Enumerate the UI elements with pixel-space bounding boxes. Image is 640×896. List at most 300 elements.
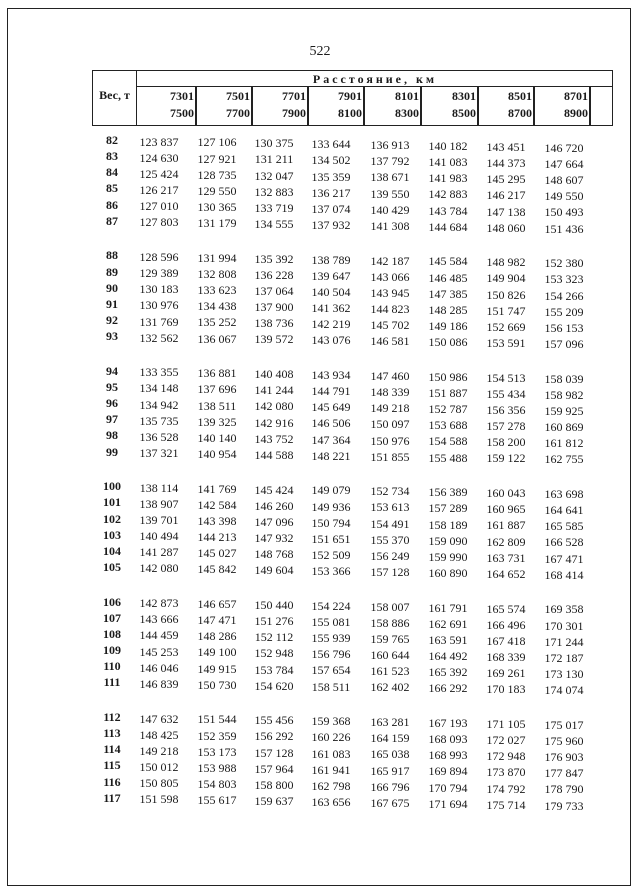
range-from-label: 7501: [226, 89, 250, 103]
table-cell: 168 339: [486, 649, 526, 664]
table-cell: 158 039: [544, 371, 584, 386]
table-cell: 142 584: [197, 497, 237, 512]
table-cell: 163 731: [486, 550, 526, 565]
table-cell: 160 226: [311, 730, 351, 745]
table-cell: 123 837: [139, 134, 179, 149]
table-cell: 172 948: [486, 749, 526, 764]
table-cell: 160 890: [428, 565, 468, 580]
row-weight-label: 88: [106, 248, 118, 263]
range-to-label: 8300: [395, 106, 419, 120]
table-cell: 152 669: [486, 319, 526, 334]
table-cell: 159 122: [486, 451, 526, 466]
table-cell: 164 159: [370, 731, 410, 746]
table-cell: 154 588: [428, 434, 468, 449]
table-cell: 136 881: [197, 366, 237, 381]
table-cell: 128 596: [139, 249, 179, 264]
distance-header: Расстояние, км: [312, 72, 438, 86]
table-cell: 147 664: [544, 156, 584, 171]
row-weight-label: 90: [106, 280, 118, 295]
table-cell: 164 652: [486, 566, 526, 581]
table-cell: 168 993: [428, 748, 468, 763]
table-cell: 127 106: [197, 135, 237, 150]
table-cell: 169 358: [544, 602, 584, 617]
table-cell: 142 883: [428, 187, 468, 202]
table-cell: 171 105: [486, 716, 526, 731]
range-from-label: 8101: [395, 89, 419, 103]
table-cell: 130 375: [254, 136, 294, 151]
table-cell: 167 418: [486, 633, 526, 648]
table-cell: 148 607: [544, 173, 584, 188]
table-cell: 149 186: [428, 319, 468, 333]
table-cell: 165 585: [544, 519, 584, 534]
table-cell: 134 438: [197, 299, 237, 314]
table-cell: 143 451: [486, 139, 526, 154]
row-weight-label: 93: [106, 329, 118, 344]
row-weight-label: 94: [106, 363, 118, 378]
table-cell: 166 528: [544, 535, 584, 550]
range-to-label: 8900: [564, 106, 588, 120]
table-cell: 126 217: [139, 182, 179, 197]
row-weight-label: 115: [103, 758, 121, 773]
table-cell: 147 632: [139, 711, 179, 726]
table-cell: 149 079: [311, 483, 351, 498]
table-cell: 171 244: [544, 634, 584, 649]
row-weight-label: 116: [103, 774, 121, 789]
table-cell: 145 027: [197, 546, 237, 561]
table-cell: 153 591: [486, 336, 526, 351]
table-cell: 149 604: [254, 563, 294, 578]
row-weight-label: 92: [106, 313, 118, 327]
table-cell: 159 090: [428, 533, 468, 548]
table-cell: 145 702: [370, 318, 410, 333]
table-cell: 156 153: [544, 320, 584, 335]
table-cell: 145 842: [197, 562, 237, 577]
table-cell: 153 784: [254, 662, 294, 677]
table-cell: 165 038: [370, 747, 410, 762]
table-cell: 140 429: [370, 202, 410, 217]
row-weight-label: 85: [106, 181, 118, 196]
table-cell: 139 701: [139, 513, 179, 527]
table-cell: 140 954: [197, 446, 237, 461]
table-cell: 179 733: [544, 798, 584, 813]
row-weight-label: 86: [106, 197, 118, 212]
table-cell: 143 666: [139, 612, 179, 627]
table-cell: 127 921: [197, 151, 237, 166]
table-cell: 138 736: [254, 316, 294, 331]
table-cell: 155 617: [197, 793, 237, 808]
table-cell: 162 755: [544, 452, 584, 467]
range-column-separator: [195, 87, 197, 125]
table-cell: 145 424: [254, 482, 294, 497]
table-cell: 144 791: [311, 384, 351, 399]
table-cell: 155 456: [254, 713, 294, 728]
table-cell: 147 364: [311, 432, 351, 447]
table-cell: 146 839: [139, 676, 179, 691]
table-cell: 155 209: [544, 304, 584, 319]
table-cell: 151 544: [197, 712, 237, 727]
weight-column-header: Вес, т: [99, 88, 130, 102]
range-column-separator: [251, 87, 253, 125]
range-column-separator: [533, 87, 535, 125]
table-cell: 151 855: [370, 449, 410, 464]
table-cell: 152 734: [370, 484, 410, 499]
table-cell: 140 494: [139, 529, 179, 544]
table-cell: 154 266: [544, 288, 584, 303]
table-cell: 127 010: [139, 199, 179, 214]
table-cell: 158 800: [254, 777, 294, 792]
table-cell: 149 904: [486, 271, 526, 286]
range-column-separator: [363, 87, 365, 125]
table-cell: 147 138: [486, 204, 526, 219]
table-cell: 136 067: [197, 331, 237, 346]
table-cell: 172 027: [486, 733, 526, 748]
table-cell: 144 684: [428, 219, 468, 234]
table-cell: 157 128: [254, 745, 294, 760]
table-cell: 167 193: [428, 716, 468, 730]
table-cell: 138 114: [139, 480, 179, 495]
table-cell: 137 792: [370, 154, 410, 169]
table-cell: 134 148: [139, 381, 179, 396]
table-cell: 163 591: [428, 632, 468, 647]
table-cell: 166 796: [370, 779, 410, 794]
table-cell: 147 932: [254, 530, 294, 545]
range-to-label: 7500: [170, 106, 194, 120]
table-cell: 134 555: [254, 217, 294, 232]
row-weight-label: 108: [103, 626, 121, 641]
table-cell: 154 491: [370, 516, 410, 531]
table-cell: 136 528: [139, 429, 179, 444]
table-cell: 159 368: [311, 714, 351, 729]
table-cell: 147 471: [197, 613, 237, 628]
table-cell: 138 511: [197, 398, 237, 413]
table-cell: 148 768: [254, 547, 294, 562]
table-cell: 146 217: [486, 188, 526, 203]
header-top-rule: [92, 70, 613, 71]
table-cell: 165 392: [428, 665, 468, 680]
row-weight-label: 111: [103, 675, 121, 690]
table-cell: 150 730: [197, 677, 237, 692]
table-cell: 153 366: [311, 564, 351, 579]
table-cell: 129 389: [139, 266, 179, 281]
range-from-label: 8701: [564, 89, 588, 103]
table-cell: 146 260: [254, 498, 294, 513]
table-cell: 149 218: [139, 743, 179, 758]
table-cell: 159 990: [428, 549, 468, 564]
table-cell: 157 128: [370, 565, 410, 580]
table-cell: 143 945: [370, 285, 410, 300]
table-cell: 156 249: [370, 548, 410, 563]
table-cell: 137 321: [139, 446, 179, 461]
row-weight-label: 107: [103, 610, 121, 625]
table-cell: 139 325: [197, 414, 237, 429]
table-cell: 149 936: [311, 499, 351, 514]
table-cell: 142 873: [139, 596, 179, 611]
row-weight-label: 82: [106, 133, 118, 147]
table-cell: 141 769: [197, 481, 237, 496]
table-cell: 137 064: [254, 284, 294, 298]
table-cell: 142 080: [139, 561, 179, 576]
table-cell: 141 362: [311, 301, 351, 316]
table-cell: 151 598: [139, 792, 179, 807]
table-cell: 161 791: [428, 600, 468, 615]
table-cell: 164 492: [428, 649, 468, 664]
table-cell: 130 365: [197, 200, 237, 214]
range-from-label: 8301: [452, 89, 476, 103]
table-cell: 168 093: [428, 732, 468, 747]
table-cell: 150 440: [254, 597, 294, 612]
table-cell: 147 096: [254, 514, 294, 529]
table-cell: 141 083: [428, 155, 468, 170]
table-cell: 161 083: [311, 746, 351, 761]
table-cell: 158 189: [428, 517, 468, 532]
table-cell: 141 983: [428, 171, 468, 186]
table-cell: 158 982: [544, 387, 584, 402]
row-weight-label: 112: [103, 710, 121, 724]
table-cell: 154 224: [311, 598, 351, 613]
table-cell: 132 562: [139, 330, 179, 345]
table-cell: 157 289: [428, 501, 468, 516]
table-cell: 146 581: [370, 334, 410, 349]
range-to-label: 7700: [226, 106, 250, 120]
table-cell: 135 735: [139, 413, 179, 428]
table-cell: 144 588: [254, 447, 294, 462]
table-cell: 142 187: [370, 253, 410, 268]
table-cell: 151 887: [428, 385, 468, 400]
row-weight-label: 100: [103, 479, 121, 494]
table-cell: 151 436: [544, 221, 584, 236]
table-cell: 137 900: [254, 300, 294, 315]
table-cell: 131 211: [254, 152, 294, 167]
table-cell: 143 066: [370, 269, 410, 284]
table-cell: 148 286: [197, 629, 237, 644]
table-cell: 145 253: [139, 644, 179, 659]
table-cell: 144 459: [139, 628, 179, 643]
table-cell: 146 720: [544, 140, 584, 155]
table-cell: 137 932: [311, 217, 351, 232]
table-cell: 139 572: [254, 332, 294, 347]
row-weight-label: 105: [103, 559, 121, 574]
row-weight-label: 114: [103, 742, 121, 757]
table-cell: 135 252: [197, 315, 237, 330]
row-weight-label: 91: [106, 296, 118, 311]
table-cell: 153 988: [197, 760, 237, 775]
table-cell: 146 506: [311, 416, 351, 431]
table-cell: 160 043: [486, 486, 526, 501]
range-column-separator: [589, 87, 591, 125]
table-cell: 132 808: [197, 266, 237, 281]
table-cell: 131 994: [197, 250, 237, 265]
table-cell: 170 794: [428, 780, 468, 795]
table-cell: 150 493: [544, 205, 584, 220]
table-cell: 153 613: [370, 500, 410, 515]
table-cell: 164 641: [544, 503, 584, 518]
table-cell: 134 942: [139, 397, 179, 412]
table-cell: 150 794: [311, 515, 351, 530]
table-cell: 133 355: [139, 365, 179, 380]
table-cell: 178 790: [544, 782, 584, 797]
table-cell: 156 292: [254, 729, 294, 744]
table-cell: 134 502: [311, 153, 351, 168]
range-to-label: 8700: [508, 106, 532, 120]
range-column-separator: [420, 87, 422, 125]
table-cell: 142 916: [254, 415, 294, 430]
table-cell: 163 281: [370, 715, 410, 730]
table-cell: 149 915: [197, 661, 237, 676]
table-cell: 154 803: [197, 777, 237, 791]
row-weight-label: 109: [103, 643, 121, 658]
table-cell: 146 485: [428, 270, 468, 285]
table-cell: 145 649: [311, 400, 351, 415]
table-cell: 152 359: [197, 728, 237, 743]
table-cell: 174 792: [486, 781, 526, 796]
table-cell: 174 074: [544, 683, 584, 698]
range-from-label: 7701: [282, 89, 306, 103]
range-from-label: 7901: [338, 89, 362, 103]
table-cell: 135 359: [311, 169, 351, 184]
table-cell: 152 948: [254, 646, 294, 661]
range-from-label: 7301: [170, 89, 194, 103]
table-cell: 133 644: [311, 137, 351, 152]
table-cell: 138 789: [311, 252, 351, 267]
table-cell: 169 894: [428, 764, 468, 779]
table-cell: 166 292: [428, 681, 468, 696]
table-cell: 151 747: [486, 303, 526, 318]
table-cell: 130 183: [139, 282, 179, 297]
table-cell: 161 887: [486, 518, 526, 533]
table-cell: 157 654: [311, 663, 351, 678]
table-cell: 152 787: [428, 402, 468, 417]
table-cell: 140 504: [311, 284, 351, 299]
range-to-label: 8100: [338, 106, 362, 120]
table-cell: 156 356: [486, 403, 526, 417]
table-cell: 129 550: [197, 183, 237, 198]
table-cell: 125 424: [139, 166, 179, 181]
table-cell: 141 308: [370, 218, 410, 233]
table-cell: 133 719: [254, 200, 294, 215]
table-cell: 141 287: [139, 545, 179, 560]
row-weight-label: 97: [106, 412, 118, 427]
table-cell: 161 812: [544, 436, 584, 451]
table-cell: 144 823: [370, 301, 410, 316]
table-cell: 161 941: [311, 762, 351, 777]
row-weight-label: 101: [103, 495, 121, 510]
table-cell: 137 696: [197, 382, 237, 397]
table-cell: 143 752: [254, 431, 294, 446]
row-weight-label: 102: [103, 511, 121, 526]
row-weight-label: 113: [103, 726, 121, 741]
header-bottom-rule: [92, 125, 613, 126]
range-to-label: 7900: [282, 106, 306, 120]
table-cell: 157 096: [544, 336, 584, 351]
table-cell: 158 511: [311, 679, 351, 694]
table-cell: 139 647: [311, 268, 351, 283]
table-cell: 162 798: [311, 778, 351, 793]
table-cell: 173 130: [544, 667, 584, 681]
table-cell: 148 285: [428, 302, 468, 317]
table-cell: 152 380: [544, 256, 584, 271]
table-cell: 170 183: [486, 682, 526, 697]
table-cell: 142 080: [254, 399, 294, 414]
table-cell: 172 187: [544, 650, 584, 665]
table-cell: 140 408: [254, 367, 294, 382]
table-cell: 154 620: [254, 678, 294, 693]
table-cell: 138 671: [370, 170, 410, 185]
table-cell: 175 714: [486, 797, 526, 812]
table-cell: 136 913: [370, 138, 410, 153]
table-cell: 145 584: [428, 254, 468, 269]
table-cell: 141 244: [254, 383, 294, 398]
table-cell: 177 847: [544, 766, 584, 781]
table-cell: 143 076: [311, 333, 351, 348]
table-cell: 173 870: [486, 765, 526, 780]
table-cell: 160 869: [544, 420, 584, 435]
table-cell: 163 656: [311, 794, 351, 809]
table-cell: 136 217: [311, 185, 351, 200]
table-cell: 143 784: [428, 203, 468, 218]
table-cell: 167 675: [370, 795, 410, 810]
table-cell: 151 276: [254, 614, 294, 629]
table-cell: 155 488: [428, 450, 468, 465]
table-cell: 150 012: [139, 759, 179, 774]
table-cell: 150 097: [370, 417, 410, 432]
row-weight-label: 95: [106, 379, 118, 394]
table-cell: 154 513: [486, 370, 526, 385]
table-cell: 158 200: [486, 435, 526, 450]
table-cell: 150 826: [486, 287, 526, 302]
table-cell: 143 398: [197, 513, 237, 528]
table-cell: 170 301: [544, 618, 584, 633]
table-cell: 131 179: [197, 216, 237, 231]
table-cell: 166 496: [486, 617, 526, 632]
table-cell: 147 460: [370, 368, 410, 383]
table-cell: 171 694: [428, 796, 468, 811]
table-cell: 136 228: [254, 267, 294, 282]
row-weight-label: 99: [106, 444, 118, 459]
table-cell: 168 414: [544, 567, 584, 582]
table-cell: 146 657: [197, 597, 237, 611]
table-cell: 159 925: [544, 403, 584, 418]
table-cell: 152 509: [311, 548, 351, 562]
table-cell: 160 965: [486, 502, 526, 517]
table-cell: 124 630: [139, 150, 179, 165]
table-cell: 140 182: [428, 139, 468, 153]
table-cell: 156 796: [311, 647, 351, 662]
row-weight-label: 106: [103, 594, 121, 609]
table-cell: 140 140: [197, 430, 237, 445]
row-weight-label: 98: [106, 428, 118, 443]
table-cell: 150 976: [370, 433, 410, 448]
table-cell: 153 323: [544, 272, 584, 287]
table-cell: 128 735: [197, 167, 237, 182]
table-cell: 133 623: [197, 283, 237, 298]
row-weight-label: 117: [103, 790, 121, 805]
table-cell: 150 805: [139, 776, 179, 791]
table-cell: 156 389: [428, 485, 468, 500]
table-cell: 138 907: [139, 496, 179, 511]
table-cell: 132 883: [254, 184, 294, 199]
table-cell: 165 917: [370, 763, 410, 778]
table-cell: 162 402: [370, 680, 410, 695]
table-cell: 149 550: [544, 189, 584, 204]
table-cell: 130 976: [139, 298, 179, 313]
row-weight-label: 103: [103, 527, 121, 542]
table-cell: 163 698: [544, 487, 584, 501]
table-cell: 153 173: [197, 744, 237, 759]
table-cell: 159 765: [370, 632, 410, 646]
table-cell: 159 637: [254, 794, 294, 809]
row-weight-label: 110: [103, 659, 121, 674]
table-cell: 142 219: [311, 317, 351, 332]
